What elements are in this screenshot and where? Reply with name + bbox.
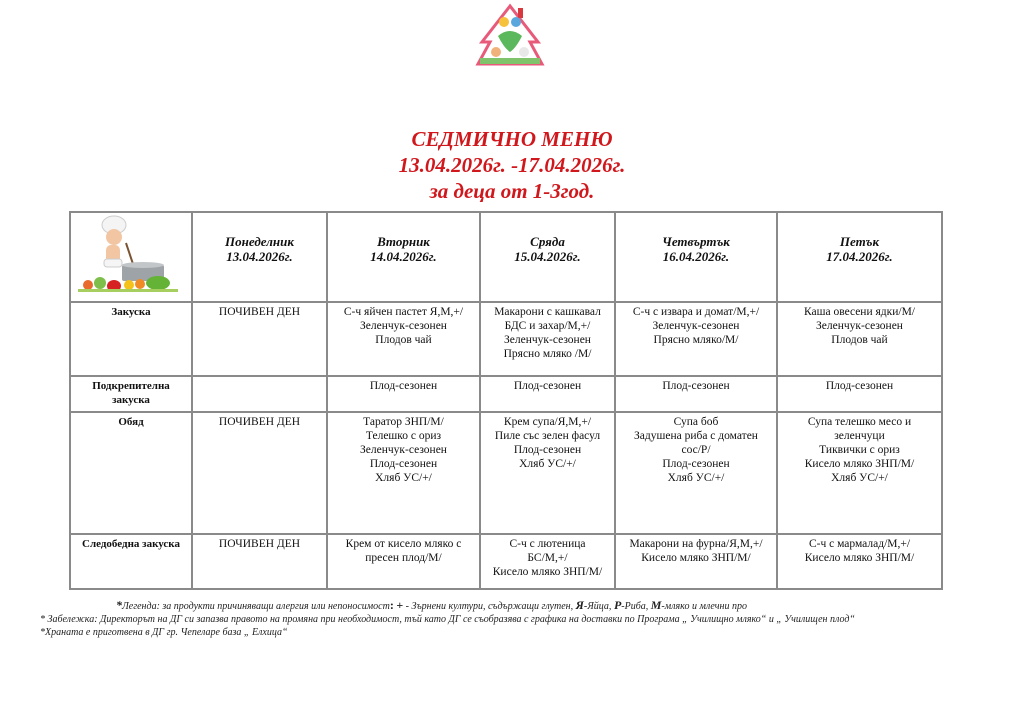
menu-item: Хляб УС/+/ xyxy=(375,472,432,484)
menu-item: С-ч с мармалад/М,+/ xyxy=(808,538,911,550)
meal-row-snack xyxy=(70,376,942,412)
menu-item: БДС и захар/М,+/ xyxy=(504,320,591,332)
menu-item: Зеленчук-сезонен xyxy=(504,334,591,346)
menu-item: С-ч с извара и домат/М,+/ xyxy=(632,306,760,318)
milk-symbol: М xyxy=(650,598,662,612)
menu-item: Каша овесени ядки/М/ xyxy=(804,306,915,318)
day-header-monday xyxy=(192,212,327,302)
menu-cell xyxy=(327,302,480,376)
menu-item: Крем супа/Я,М,+/ xyxy=(503,416,592,428)
menu-item: ПОЧИВЕН ДЕН xyxy=(218,416,301,428)
menu-item: Кисело мляко ЗНП/М/ xyxy=(492,566,603,578)
menu-item: Макарони с кашкавал xyxy=(494,306,601,318)
day-header-friday xyxy=(777,212,942,302)
weekly-menu-table xyxy=(69,211,943,590)
menu-item: Плод-сезонен xyxy=(369,458,438,470)
meal-name-cell: Закуска xyxy=(70,302,192,376)
menu-cell xyxy=(777,534,942,589)
chef-baby-image xyxy=(74,215,192,295)
menu-cell xyxy=(480,534,615,589)
preparation-note: *Храната е приготвена в ДГ гр. Чепеларе база „ Елхица“ xyxy=(40,627,288,638)
menu-item: Зеленчук-сезонен xyxy=(360,320,447,332)
fish-symbol: Р xyxy=(613,598,622,612)
gluten-text: - Зърнени култури, съдържащи глутен, xyxy=(403,601,576,612)
menu-cell xyxy=(192,412,327,534)
menu-item: Плод-сезонен xyxy=(662,458,730,470)
meal-row-afternoon-snack xyxy=(70,534,942,589)
menu-item: Таратор ЗНП/М/ xyxy=(363,416,444,428)
menu-item: ПОЧИВЕН ДЕН xyxy=(218,538,301,550)
title-heading: СЕДМИЧНО МЕНЮ xyxy=(411,127,613,151)
menu-cell xyxy=(192,302,327,376)
menu-item: Кисело мляко ЗНП/М/ xyxy=(641,552,751,564)
menu-item: С-ч яйчен пастет Я,М,+/ xyxy=(343,306,464,318)
menu-item: БС/М,+/ xyxy=(527,552,568,564)
menu-item: Зеленчук-сезонен xyxy=(360,444,447,456)
day-name: Четвъртък xyxy=(662,234,730,249)
menu-cell xyxy=(327,412,480,534)
menu-item: Крем от кисело мляко с xyxy=(345,538,462,550)
kindergarten-logo xyxy=(474,2,546,70)
menu-cell xyxy=(615,302,777,376)
menu-item: Плод-сезонен xyxy=(513,444,582,456)
day-date: 14.04.2026г. xyxy=(370,249,437,264)
menu-item: Супа боб xyxy=(673,416,719,428)
menu-cell xyxy=(480,412,615,534)
menu-cell xyxy=(480,376,615,412)
menu-item: Прясно мляко /М/ xyxy=(503,348,592,360)
meal-name-cell: Следобедна закуска xyxy=(70,534,192,589)
footer-notes xyxy=(40,599,1000,639)
day-name: Вторник xyxy=(377,234,430,249)
menu-title xyxy=(300,126,724,204)
menu-item: Хляб УС/+/ xyxy=(831,472,888,484)
menu-item: Супа телешко месо и xyxy=(807,416,912,428)
header-row xyxy=(70,212,942,302)
day-name: Сряда xyxy=(530,234,565,249)
menu-item: Плод-сезонен xyxy=(662,380,730,392)
legend-colon: : xyxy=(389,598,394,612)
legend-star: * xyxy=(116,598,122,612)
menu-cell xyxy=(777,412,942,534)
day-date: 17.04.2026г. xyxy=(826,249,893,264)
menu-item: Зеленчук-сезонен xyxy=(652,320,740,332)
menu-item: Тиквички с ориз xyxy=(819,444,900,456)
day-header-tuesday xyxy=(327,212,480,302)
menu-item: Хляб УС/+/ xyxy=(519,458,576,470)
day-date: 16.04.2026г. xyxy=(662,249,730,264)
menu-item: Плодов чай xyxy=(375,334,432,346)
menu-cell xyxy=(615,376,777,412)
day-date: 13.04.2026г. xyxy=(226,249,293,264)
menu-cell xyxy=(777,376,942,412)
menu-cell xyxy=(777,302,942,376)
meal-name-cell: Обяд xyxy=(70,412,192,534)
day-name: Понеделник xyxy=(225,234,294,249)
allergen-legend xyxy=(40,599,1000,613)
milk-text: -мляко и млечни про xyxy=(661,601,747,612)
menu-item: С-ч с лютеница xyxy=(509,538,586,550)
menu-cell xyxy=(615,534,777,589)
menu-cell xyxy=(327,534,480,589)
day-header-wednesday xyxy=(480,212,615,302)
menu-item: Кисело мляко ЗНП/М/ xyxy=(804,552,915,564)
eggs-symbol: Я xyxy=(575,598,584,612)
kindergarten-house-logo-icon xyxy=(474,2,546,70)
menu-item: Макарони на фурна/Я,М,+/ xyxy=(629,538,763,550)
menu-item: ПОЧИВЕН ДЕН xyxy=(218,306,301,318)
menu-item: зеленчуци xyxy=(834,430,885,442)
menu-item: Хляб УС/+/ xyxy=(667,472,725,484)
fish-text: -Риба, xyxy=(621,601,651,612)
meal-row-breakfast xyxy=(70,302,942,376)
menu-cell xyxy=(192,534,327,589)
title-age-group: за деца от 1-3год. xyxy=(429,179,595,203)
menu-item: Плодов чай xyxy=(831,334,888,346)
corner-image-cell xyxy=(70,212,192,302)
menu-cell xyxy=(192,376,327,412)
menu-cell xyxy=(615,412,777,534)
day-header-thursday xyxy=(615,212,777,302)
legend-intro: Легенда: за продукти причиняващи алергия или непоносимост xyxy=(122,601,390,612)
menu-item: Зеленчук-сезонен xyxy=(816,320,903,332)
eggs-text: -Яйца, xyxy=(583,601,614,612)
director-note: * Забележка: Директорът на ДГ си запазва правото на промяна при необходимост, тъй като ДГ се съобразява с графика на доставки по Програма „ Училищно мляко“ и „ Училищен плод“ xyxy=(40,614,855,625)
menu-item: Плод-сезонен xyxy=(369,380,438,392)
day-name: Петък xyxy=(839,234,880,249)
menu-item: Прясно мляко/М/ xyxy=(653,334,739,346)
menu-item: Пиле със зелен фасул xyxy=(494,430,601,442)
meal-row-lunch xyxy=(70,412,942,534)
menu-item: Кисело мляко ЗНП/М/ xyxy=(804,458,915,470)
menu-cell xyxy=(480,302,615,376)
menu-item: сос/Р/ xyxy=(681,444,711,456)
menu-item: пресен плод/М/ xyxy=(365,552,442,564)
title-date-range: 13.04.2026г. -17.04.2026г. xyxy=(398,153,626,177)
menu-cell xyxy=(327,376,480,412)
menu-item: Плод-сезонен xyxy=(513,380,582,392)
meal-name-cell: Подкрепителна закуска xyxy=(70,376,192,412)
day-date: 15.04.2026г. xyxy=(514,249,581,264)
menu-item: Задушена риба с доматен xyxy=(634,430,758,442)
menu-item: Плод-сезонен xyxy=(825,380,894,392)
gluten-symbol: + xyxy=(396,598,404,612)
menu-item: Телешко с ориз xyxy=(365,430,442,442)
